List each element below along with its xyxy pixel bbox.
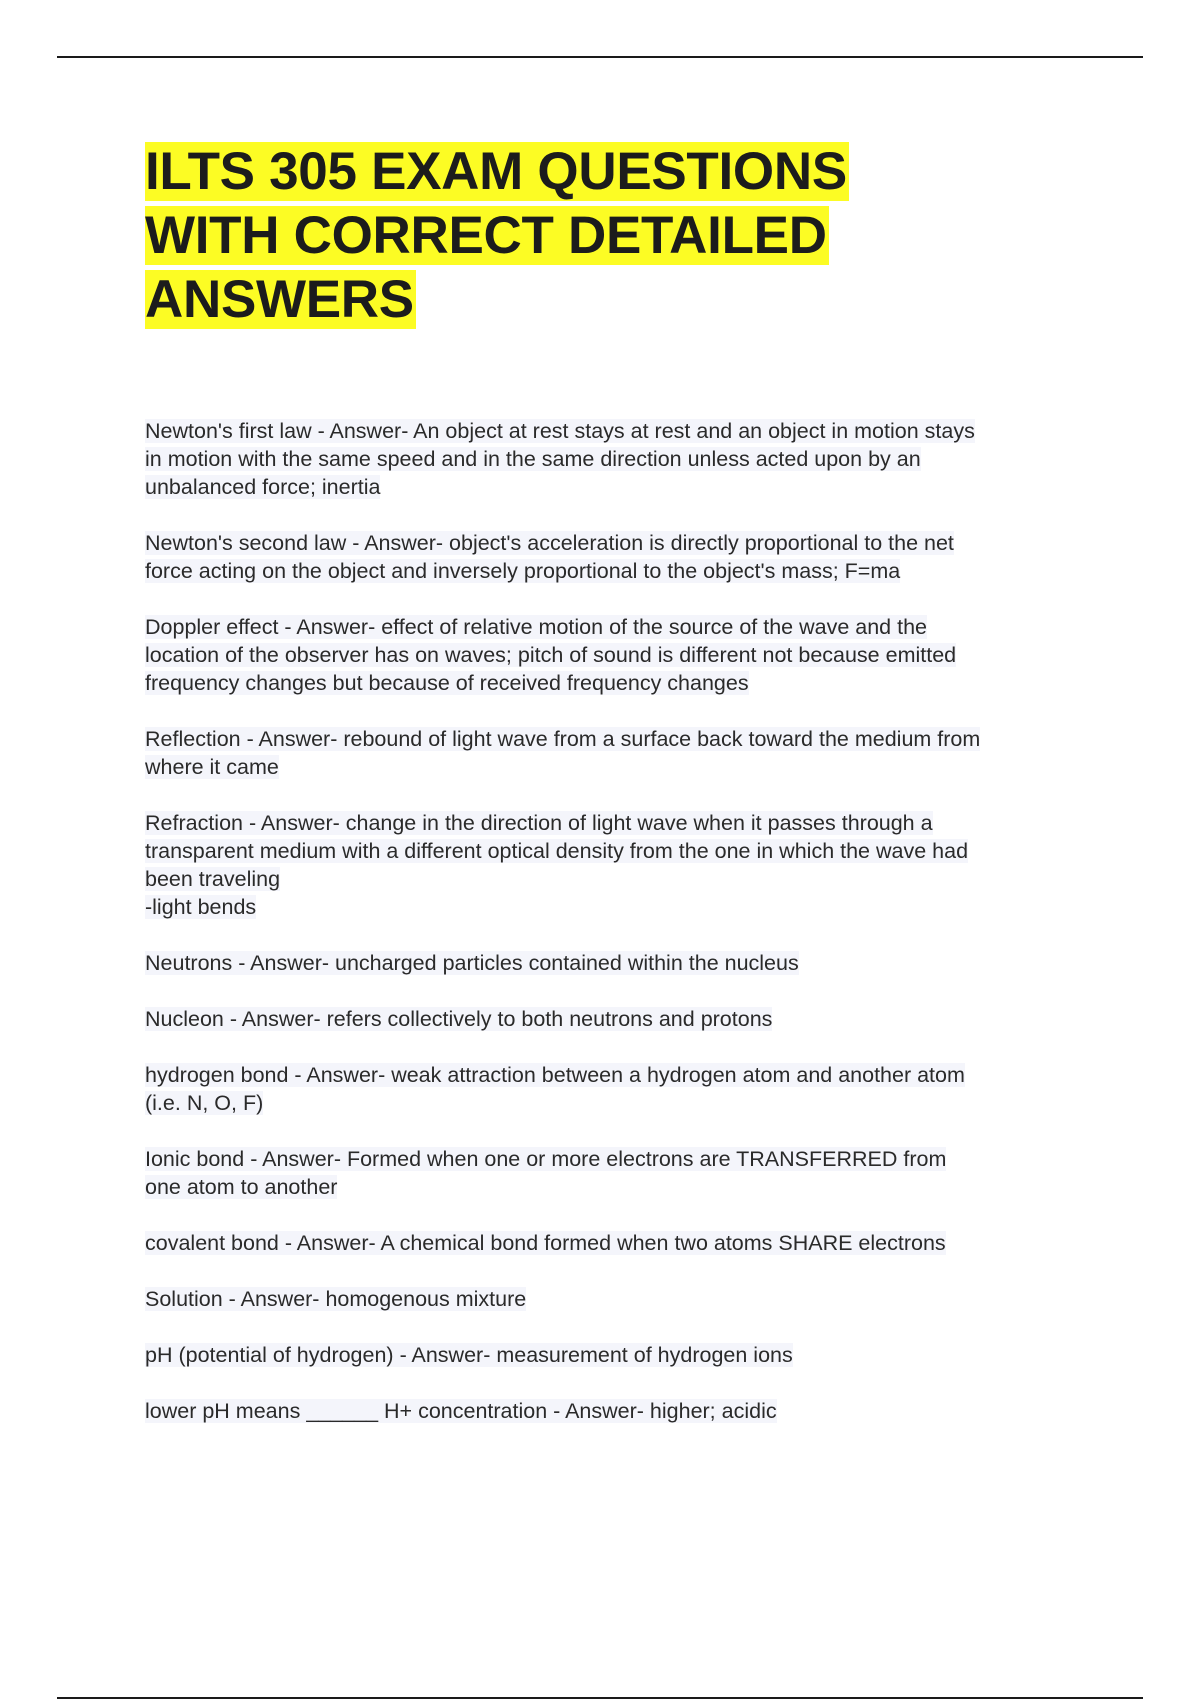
qa-entry: [145, 725, 1095, 781]
qa-entry-text: pH (potential of hydrogen) - Answer- measurement of hydrogen ions: [145, 1343, 793, 1367]
bottom-divider: [57, 1697, 1143, 1699]
qa-entry-text: covalent bond - Answer- A chemical bond formed when two atoms SHARE electrons: [145, 1231, 946, 1255]
qa-entry-line: [145, 865, 1095, 893]
qa-entry-line: [145, 613, 1095, 641]
qa-entry-text: -light bends: [145, 895, 257, 919]
qa-entry-text: Neutrons - Answer- uncharged particles contained within the nucleus: [145, 951, 799, 975]
qa-entry-line: [145, 753, 1095, 781]
qa-entry-text: been traveling: [145, 867, 281, 891]
title-line: [145, 268, 1095, 332]
qa-entry-text: transparent medium with a different optical density from the one in which the wave had: [145, 839, 969, 863]
top-divider: [57, 56, 1143, 58]
qa-list: [145, 417, 1095, 1425]
qa-entry-line: [145, 1397, 1095, 1425]
qa-entry-text: where it came: [145, 755, 279, 779]
title-line: [145, 140, 1095, 204]
qa-entry: [145, 1229, 1095, 1257]
qa-entry-line: [145, 1089, 1095, 1117]
qa-entry: [145, 1145, 1095, 1201]
qa-entry: [145, 529, 1095, 585]
qa-entry-line: [145, 1341, 1095, 1369]
qa-entry-line: [145, 529, 1095, 557]
document-body: [145, 140, 1095, 1453]
qa-entry: [145, 949, 1095, 977]
qa-entry: [145, 809, 1095, 921]
qa-entry-text: location of the observer has on waves; pitch of sound is different not because emitted: [145, 643, 957, 667]
qa-entry-line: [145, 417, 1095, 445]
qa-entry-text: Refraction - Answer- change in the direction of light wave when it passes through a: [145, 811, 933, 835]
qa-entry-text: Newton's first law - Answer- An object at rest stays at rest and an object in motion stays: [145, 419, 975, 443]
qa-entry-text: (i.e. N, O, F): [145, 1091, 264, 1115]
qa-entry-text: frequency changes but because of received frequency changes: [145, 671, 749, 695]
qa-entry-text: in motion with the same speed and in the same direction unless acted upon by an: [145, 447, 921, 471]
qa-entry-line: [145, 949, 1095, 977]
qa-entry-line: [145, 725, 1095, 753]
qa-entry-text: Reflection - Answer- rebound of light wave from a surface back toward the medium from: [145, 727, 981, 751]
qa-entry-line: [145, 557, 1095, 585]
qa-entry-text: force acting on the object and inversely proportional to the object's mass; F=ma: [145, 559, 901, 583]
qa-entry-line: [145, 1061, 1095, 1089]
qa-entry: [145, 1397, 1095, 1425]
qa-entry-text: hydrogen bond - Answer- weak attraction between a hydrogen atom and another atom: [145, 1063, 965, 1087]
qa-entry-line: [145, 1005, 1095, 1033]
qa-entry-line: [145, 809, 1095, 837]
qa-entry-line: [145, 1173, 1095, 1201]
qa-entry-text: Doppler effect - Answer- effect of relative motion of the source of the wave and the: [145, 615, 927, 639]
qa-entry-line: [145, 1229, 1095, 1257]
qa-entry-text: Newton's second law - Answer- object's acceleration is directly proportional to the net: [145, 531, 954, 555]
qa-entry-line: [145, 669, 1095, 697]
qa-entry: [145, 1061, 1095, 1117]
qa-entry-line: [145, 641, 1095, 669]
qa-entry-text: Nucleon - Answer- refers collectively to both neutrons and protons: [145, 1007, 773, 1031]
qa-entry: [145, 1285, 1095, 1313]
qa-entry-text: one atom to another: [145, 1175, 338, 1199]
qa-entry-text: unbalanced force; inertia: [145, 475, 381, 499]
title-line-text: ILTS 305 EXAM QUESTIONS: [145, 142, 847, 201]
qa-entry: [145, 1005, 1095, 1033]
qa-entry-text: Solution - Answer- homogenous mixture: [145, 1287, 527, 1311]
qa-entry-line: [145, 445, 1095, 473]
title-line-text: ANSWERS: [145, 270, 414, 329]
title-line: [145, 204, 1095, 268]
qa-entry: [145, 1341, 1095, 1369]
document-title: [145, 140, 1095, 332]
title-line-text: WITH CORRECT DETAILED: [145, 206, 827, 265]
qa-entry-line: [145, 1145, 1095, 1173]
qa-entry: [145, 417, 1095, 501]
qa-entry-line: [145, 837, 1095, 865]
qa-entry-line: [145, 473, 1095, 501]
qa-entry-text: lower pH means ______ H+ concentration - Answer- higher; acidic: [145, 1399, 777, 1423]
qa-entry-text: Ionic bond - Answer- Formed when one or more electrons are TRANSFERRED from: [145, 1147, 947, 1171]
qa-entry-line: [145, 893, 1095, 921]
qa-entry: [145, 613, 1095, 697]
qa-entry-line: [145, 1285, 1095, 1313]
